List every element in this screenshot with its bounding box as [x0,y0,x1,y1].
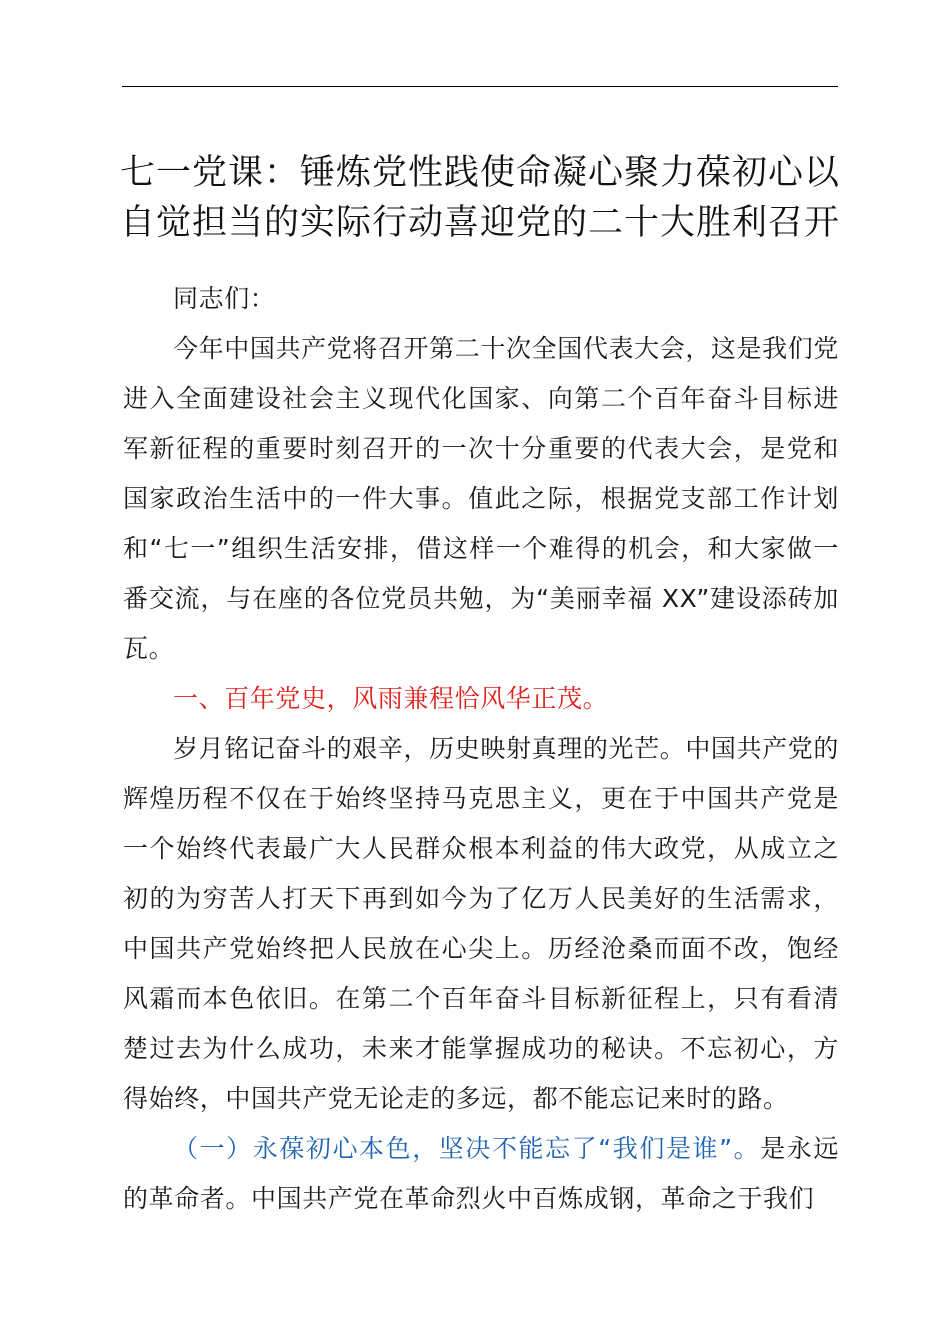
title-line-2: 自觉担当的实际行动喜迎党的二十大胜利召开 [119,203,840,243]
header-rule [122,86,838,87]
subsection-1-heading: （一）永葆初心本色，坚决不能忘了“我们是谁”。 [173,1134,761,1163]
section-1-heading: 一、百年党史，风雨兼程恰风华正茂。 [173,684,609,713]
subsection-1-paragraph [123,1124,839,1224]
subsection-1-text: 是永远的革命者。中国共产党在革命烈火中百炼成钢，革命之于我们 [123,1134,839,1213]
intro-paragraph: 今年中国共产党将召开第二十次全国代表大会，这是我们党进入全面建设社会主义现代化国家、向第二个百年奋斗目标进军新征程的重要时刻召开的一次十分重要的代表大会，是党和国家政治生活中的一件大事。值此之际，根据党支部工作计划和“七一”组织生活安排，借这样一个难得的机会，和大家做一番交流，与在座的各位党员共勉，为“美丽幸福 XX”建设添砖加瓦。 [123,334,839,663]
document-title [100,148,860,248]
salutation: 同志们： [173,284,276,313]
title-line-1: 七一党课：锤炼党性践使命凝心聚力葆初心以 [119,153,840,193]
document-body [123,274,839,1224]
section-1-paragraph: 岁月铭记奋斗的艰辛，历史映射真理的光芒。中国共产党的辉煌历程不仅在于始终坚持马克思主义，更在于中国共产党是一个始终代表最广大人民群众根本利益的伟大政党，从成立之初的为穷苦人打天下再到如今为了亿万人民美好的生活需求，中国共产党始终把人民放在心尖上。历经沧桑而面不改，饱经风霜而本色依旧。在第二个百年奋斗目标新征程上，只有看清楚过去为什么成功，未来才能掌握成功的秘诀。不忘初心，方得始终，中国共产党无论走的多远，都不能忘记来时的路。 [123,734,839,1113]
